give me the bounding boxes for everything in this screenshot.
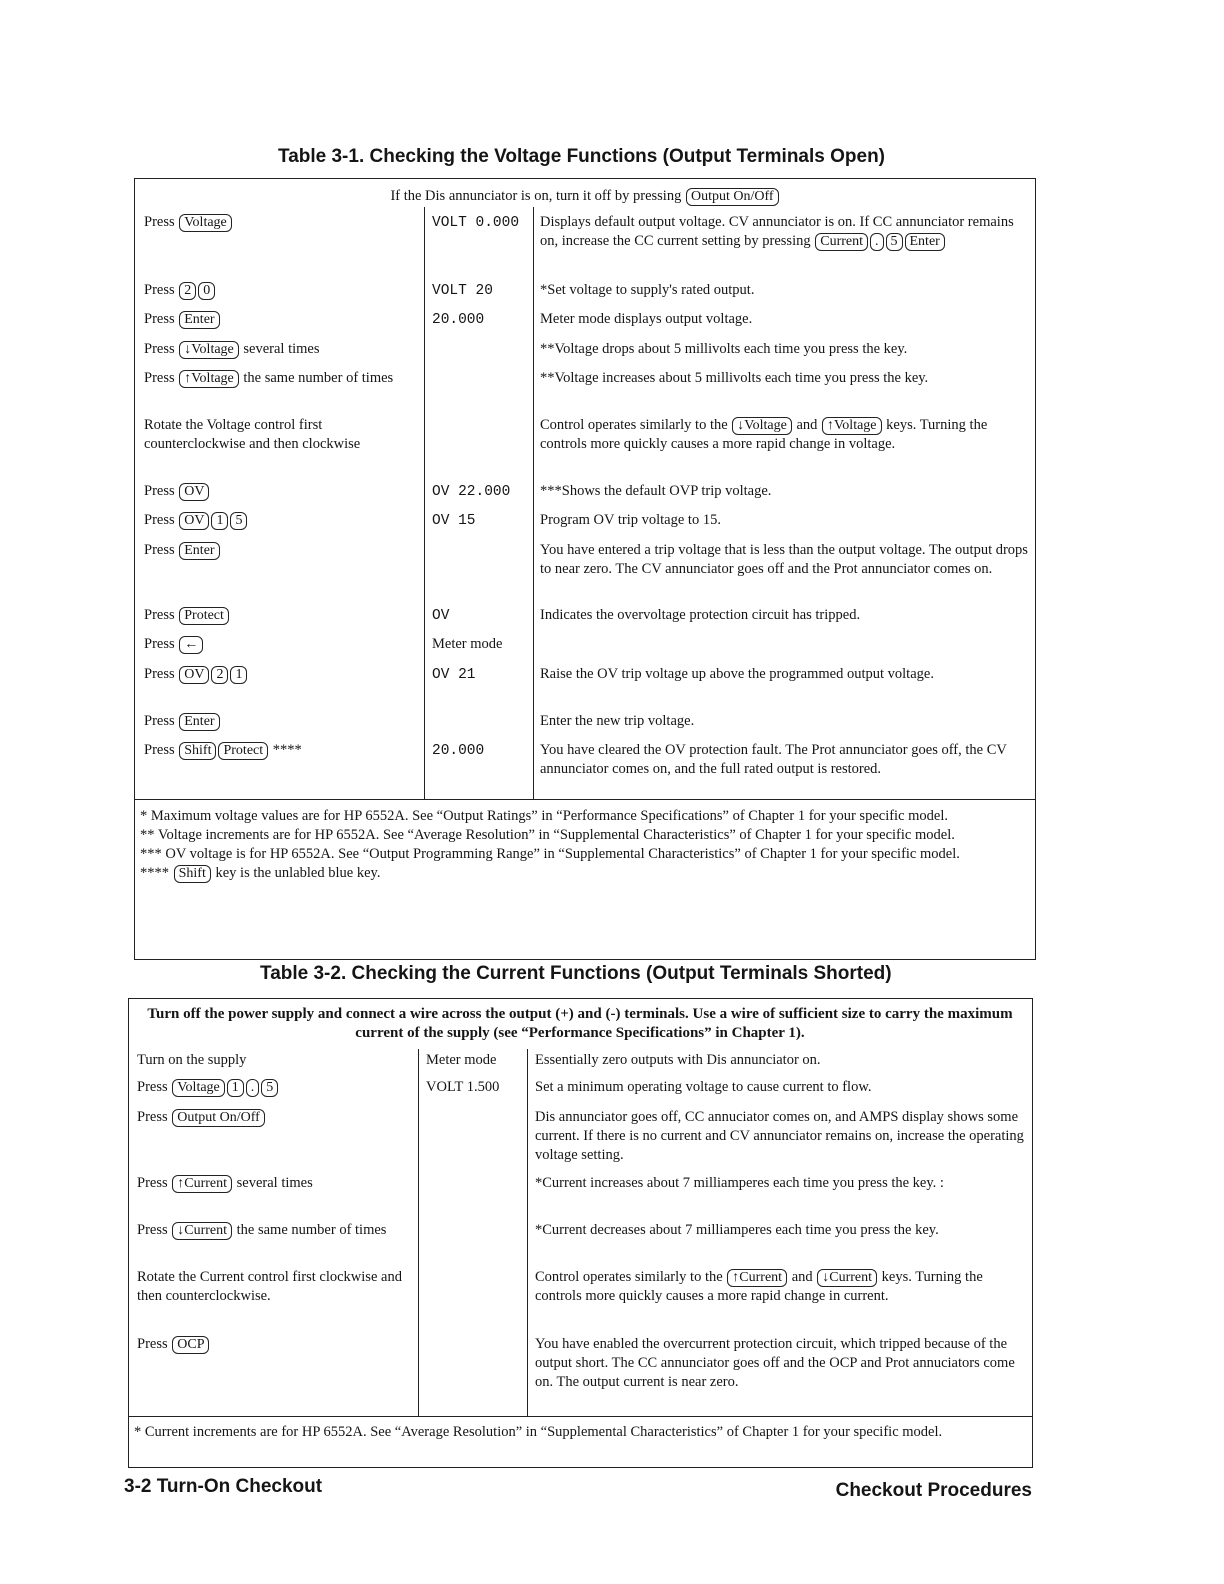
table-3-1-title: Table 3-1. Checking the Voltage Functions (Output Terminals Open) [278, 146, 885, 167]
row-action: Press OV [144, 482, 416, 501]
row-description: Control operates similarly to the ↓Voltage and ↑Voltage keys. Turning the controls more quickly causes a more rapid change in voltage. [540, 417, 988, 452]
row-action: Press OV 2 1 [144, 665, 416, 684]
key-ocp: OCP [172, 1336, 209, 1354]
row-action: Press Enter [144, 310, 416, 329]
key-5: 5 [230, 512, 247, 530]
row-action: Press OV 1 5 [144, 511, 416, 530]
table-3-2-title: Table 3-2. Checking the Current Functions (Output Terminals Shorted) [260, 963, 892, 984]
note-4: **** Shift key is the unlabled blue key. [140, 865, 381, 881]
key-voltage: ↓Voltage [179, 341, 239, 359]
key-current: ↓Current [817, 1269, 877, 1287]
row-display: Meter mode [432, 636, 503, 652]
row-action: Press ↑Voltage the same number of times [144, 370, 394, 386]
column-divider [533, 207, 534, 799]
row-action: Press Voltage 1 . 5 [137, 1078, 412, 1097]
key-ov: OV [179, 483, 209, 501]
key-: . [246, 1079, 260, 1097]
row-description: Essentially zero outputs with Dis annunciator on. [535, 1052, 821, 1068]
key-ov: OV [179, 666, 209, 684]
key-1: 1 [211, 512, 228, 530]
note-1: * Maximum voltage values are for HP 6552A. See “Output Ratings” in “Performance Specifications” of Chapter 1 for your specific model. [140, 808, 949, 824]
row-description: Dis annunciator goes off, CC annuciator comes on, and AMPS display shows some current. If there is no current and CV annunciator remains on, increase the operating voltage setting. [535, 1109, 1024, 1163]
key-1: 1 [227, 1079, 244, 1097]
row-description: Indicates the overvoltage protection circuit has tripped. [540, 607, 861, 623]
key-enter: Enter [179, 542, 219, 560]
key-2: 2 [211, 666, 228, 684]
row-action: Press Enter [144, 541, 416, 560]
row-description: You have entered a trip voltage that is less than the output voltage. The output drops to near zero. The CV annunciator goes off and the Prot annunciator comes on. [540, 542, 1028, 577]
row-action: Press ↓Current the same number of times [137, 1222, 387, 1238]
row-description: *Current decreases about 7 milliamperes each time you press the key. [535, 1222, 939, 1238]
key-voltage: Voltage [172, 1079, 225, 1097]
key-output-on-off: Output On/Off [172, 1109, 265, 1127]
key-enter: Enter [179, 713, 219, 731]
row-action: Press ↓Voltage several times [144, 341, 320, 357]
row-display: 20.000 [432, 743, 485, 759]
notes-divider [128, 1416, 1033, 1417]
table-2-notes [134, 1423, 1024, 1442]
table-intro: If the Dis annunciator is on, turn it off by pressing Output On/Off [140, 187, 1030, 206]
key-voltage: ↑Voltage [822, 417, 882, 435]
row-action: Rotate the Current control first clockwise and then counterclockwise. [137, 1269, 402, 1304]
row-display: OV 21 [432, 667, 476, 683]
key-current: ↑Current [727, 1269, 787, 1287]
column-divider [527, 1049, 528, 1416]
note-3: *** OV voltage is for HP 6552A. See “Output Programming Range” in “Supplemental Characteristics” of Chapter 1 for your specific model. [140, 846, 960, 862]
row-action: Press Shift Protect **** [144, 742, 302, 758]
row-description: Meter mode displays output voltage. [540, 311, 753, 327]
key-current: ↓Current [172, 1222, 232, 1240]
section-name: Checkout Procedures [835, 1480, 1032, 1501]
note-2: ** Voltage increments are for HP 6552A. See “Average Resolution” in “Supplemental Characteristics” of Chapter 1 for your specific model. [140, 827, 955, 843]
key-current: Current [815, 233, 868, 251]
row-action: Press Enter [144, 712, 416, 731]
key-ov: OV [179, 512, 209, 530]
row-description: You have enabled the overcurrent protection circuit, which tripped because of the output short. The CC annunciator goes off and the OCP and Prot annuciators come on. The output current is near zero. [535, 1336, 1015, 1390]
key-0: 0 [198, 282, 215, 300]
key-enter: Enter [179, 311, 219, 329]
key-voltage: Voltage [179, 214, 232, 232]
key-5: 5 [886, 233, 903, 251]
key-1: 1 [230, 666, 247, 684]
key-protect: Protect [218, 742, 268, 760]
column-divider [418, 1049, 419, 1416]
key-5: 5 [261, 1079, 278, 1097]
row-description: **Voltage increases about 5 millivolts each time you press the key. [540, 370, 929, 386]
key-shift: Shift [179, 742, 216, 760]
row-display: 20.000 [432, 312, 485, 328]
row-description: Enter the new trip voltage. [540, 713, 695, 729]
row-description: You have cleared the OV protection fault. The Prot annunciator goes off, the CV annunciator comes on, and the full rated output is restored. [540, 742, 1007, 777]
note-1: * Current increments are for HP 6552A. See “Average Resolution” in “Supplemental Characteristics” of Chapter 1 for your specific model. [134, 1424, 943, 1440]
table-notes [140, 807, 1025, 883]
key-current: ↑Current [172, 1175, 232, 1193]
key-voltage: ↓Voltage [732, 417, 792, 435]
key-: . [870, 233, 884, 251]
row-action: Press Output On/Off [137, 1108, 412, 1127]
row-display: OV 15 [432, 513, 476, 529]
key-voltage: ↑Voltage [179, 370, 239, 388]
row-action: Press OCP [137, 1335, 412, 1354]
page-number: 3-2 Turn-On Checkout [124, 1476, 323, 1497]
key-2: 2 [179, 282, 196, 300]
row-description: **Voltage drops about 5 millivolts each time you press the key. [540, 341, 908, 357]
row-description: *Current increases about 7 milliamperes each time you press the key. : [535, 1175, 944, 1191]
key-protect: Protect [179, 607, 229, 625]
shift-key: Shift [174, 865, 211, 883]
row-description: Control operates similarly to the ↑Current and ↓Current keys. Turning the controls more quickly causes a more rapid change in current. [535, 1269, 983, 1304]
key-enter: Enter [905, 233, 945, 251]
table-2-intro: Turn off the power supply and connect a wire across the output (+) and (-) terminals. Use a wire of sufficient size to carry the maximum current of the supply (see “Performance Specifications” in Chapter 1). [147, 1006, 1013, 1041]
row-description: Raise the OV trip voltage up above the programmed output voltage. [540, 666, 934, 682]
row-action: Press ↑Current several times [137, 1175, 313, 1191]
row-description: Displays default output voltage. CV annunciator is on. If CC annunciator remains on, increase the CC current setting by pressing Current . 5 Enter [540, 214, 1014, 249]
row-description: Program OV trip voltage to 15. [540, 512, 721, 528]
output-on-off-key: Output On/Off [686, 188, 779, 206]
column-divider [424, 207, 425, 799]
row-display: VOLT 1.500 [426, 1079, 500, 1095]
row-display: VOLT 20 [432, 283, 493, 299]
row-action: Press 2 0 [144, 281, 416, 300]
row-display: OV 22.000 [432, 484, 511, 500]
row-display: Meter mode [426, 1052, 497, 1068]
row-action: Turn on the supply [137, 1052, 247, 1068]
row-description: *Set voltage to supply's rated output. [540, 282, 755, 298]
notes-divider [134, 799, 1036, 800]
key-: ← [179, 636, 203, 654]
row-action: Press ← [144, 635, 416, 654]
row-action: Press Protect [144, 606, 416, 625]
row-display: VOLT 0.000 [432, 215, 520, 231]
row-action: Rotate the Voltage control first counterclockwise and then clockwise [144, 417, 361, 452]
row-description: Set a minimum operating voltage to cause current to flow. [535, 1079, 872, 1095]
row-description: ***Shows the default OVP trip voltage. [540, 483, 772, 499]
row-action: Press Voltage [144, 213, 416, 232]
row-display: OV [432, 608, 450, 624]
